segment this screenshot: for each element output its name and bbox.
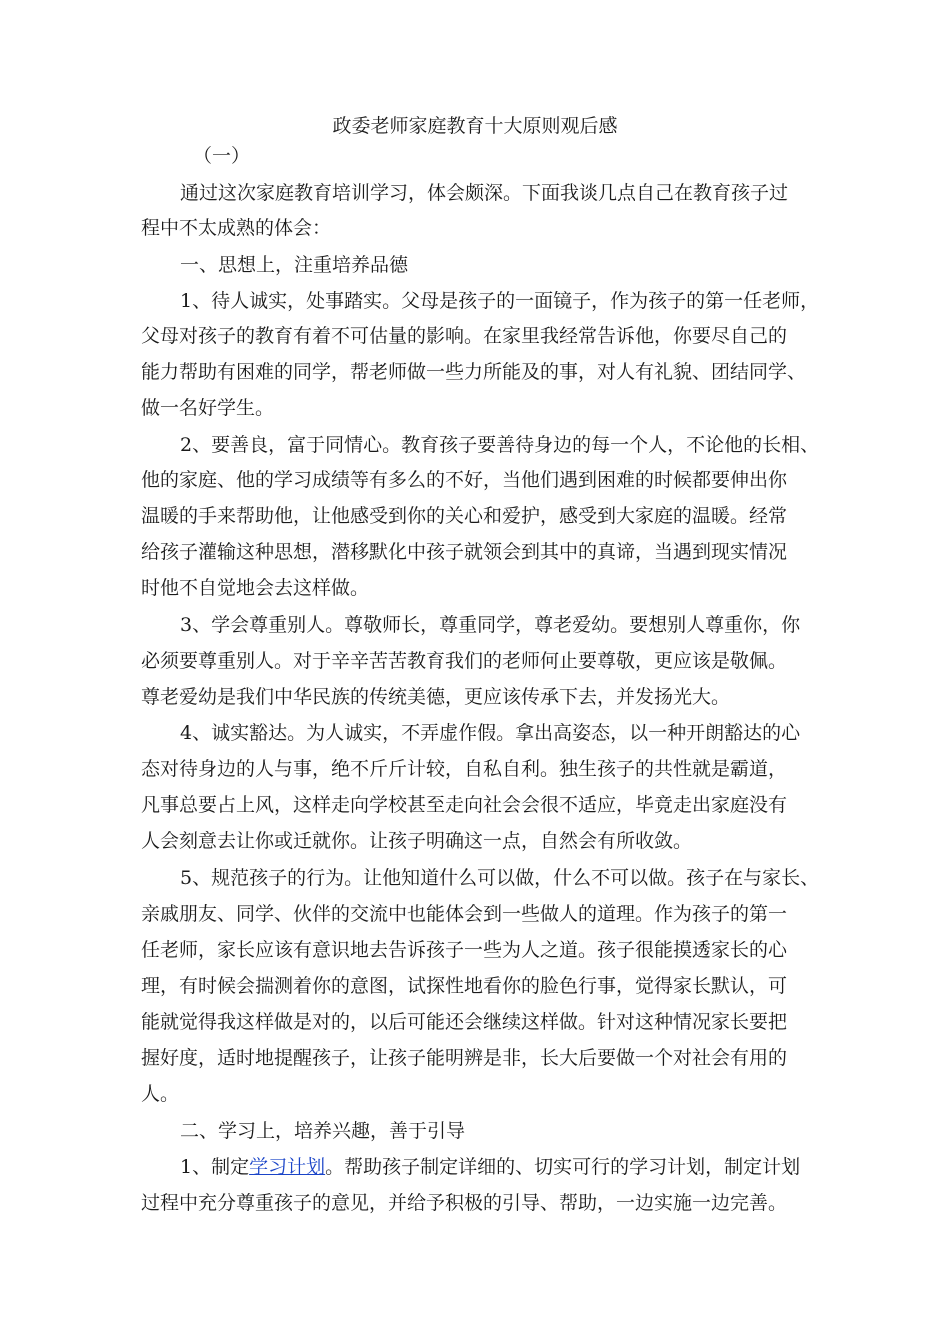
line-prefix: 1、制定 — [180, 1156, 250, 1178]
paragraph-line: 5、规范孩子的行为。让他知道什么可以做，什么不可以做。孩子在与家长、 — [180, 867, 820, 889]
paragraph-line: 他的家庭、他的学习成绩等有多么的不好，当他们遇到困难的时候都要伸出你 — [141, 469, 788, 491]
paragraph-line: 做一名好学生。 — [141, 397, 275, 419]
paragraph-line: 3、学会尊重别人。尊敬师长，尊重同学，尊老爱幼。要想别人尊重你，你 — [180, 614, 801, 636]
paragraph-line: 人。 — [141, 1083, 180, 1105]
paragraph-line: 凡事总要占上风，这样走向学校甚至走向社会会很不适应，毕竟走出家庭没有 — [141, 794, 788, 816]
paragraph-line: 亲戚朋友、同学、伙伴的交流中也能体会到一些做人的道理。作为孩子的第一 — [141, 903, 788, 925]
paragraph-line: 理，有时候会揣测着你的意图，试探性地看你的脸色行事，觉得家长默认，可 — [141, 975, 788, 997]
line-suffix: 。帮助孩子制定详细的、切实可行的学习计划，制定计划 — [325, 1156, 801, 1178]
paragraph-line: 给孩子灌输这种思想，潜移默化中孩子就领会到其中的真谛，当遇到现实情况 — [141, 541, 788, 563]
paragraph-line — [180, 1154, 800, 1180]
paragraph-line: 温暖的手来帮助他，让他感受到你的关心和爱护，感受到大家庭的温暖。经常 — [141, 505, 788, 527]
paragraph-line: 能力帮助有困难的同学，帮老师做一些力所能及的事，对人有礼貌、团结同学、 — [141, 361, 807, 383]
paragraph-line: 过程中充分尊重孩子的意见，并给予积极的引导、帮助，一边实施一边完善。 — [141, 1192, 788, 1214]
paragraph-line: 能就觉得我这样做是对的，以后可能还会继续这样做。针对这种情况家长要把 — [141, 1011, 788, 1033]
paragraph-line: 2、要善良，富于同情心。教育孩子要善待身边的每一个人，不论他的长相、 — [180, 434, 820, 456]
paragraph-line: 父母对孩子的教育有着不可估量的影响。在家里我经常告诉他，你要尽自己的 — [141, 325, 788, 347]
paragraph-line: 态对待身边的人与事，绝不斤斤计较，自私自利。独生孩子的共性就是霸道， — [141, 758, 788, 780]
paragraph-line: 时他不自觉地会去这样做。 — [141, 577, 370, 599]
study-plan-link[interactable]: 学习计划 — [249, 1156, 326, 1178]
paragraph-line: 4、诚实豁达。为人诚实，不弄虚作假。拿出高姿态，以一种开朗豁达的心 — [180, 722, 801, 744]
paragraph-line: 尊老爱幼是我们中华民族的传统美德，更应该传承下去，并发扬光大。 — [141, 686, 731, 708]
paragraph-line: 必须要尊重别人。对于辛辛苦苦教育我们的老师何止要尊敬，更应该是敬佩。 — [141, 650, 788, 672]
section-number: （一） — [193, 145, 251, 167]
paragraph-line: 通过这次家庭教育培训学习，体会颇深。下面我谈几点自己在教育孩子过 — [180, 182, 789, 204]
paragraph-line: 任老师，家长应该有意识地去告诉孩子一些为人之道。孩子很能摸透家长的心 — [141, 939, 788, 961]
document-title: 政委老师家庭教育十大原则观后感 — [332, 115, 618, 137]
paragraph-line: 1、待人诚实，处事踏实。父母是孩子的一面镜子，作为孩子的第一任老师， — [180, 290, 820, 312]
section-heading: 二、学习上，培养兴趣，善于引导 — [180, 1120, 466, 1142]
paragraph-line: 程中不太成熟的体会： — [141, 217, 332, 239]
paragraph-line: 握好度，适时地提醒孩子，让孩子能明辨是非，长大后要做一个对社会有用的 — [141, 1047, 788, 1069]
paragraph-line: 人会刻意去让你或迁就你。让孩子明确这一点，自然会有所收敛。 — [141, 830, 693, 852]
section-heading: 一、思想上，注重培养品德 — [180, 254, 409, 276]
